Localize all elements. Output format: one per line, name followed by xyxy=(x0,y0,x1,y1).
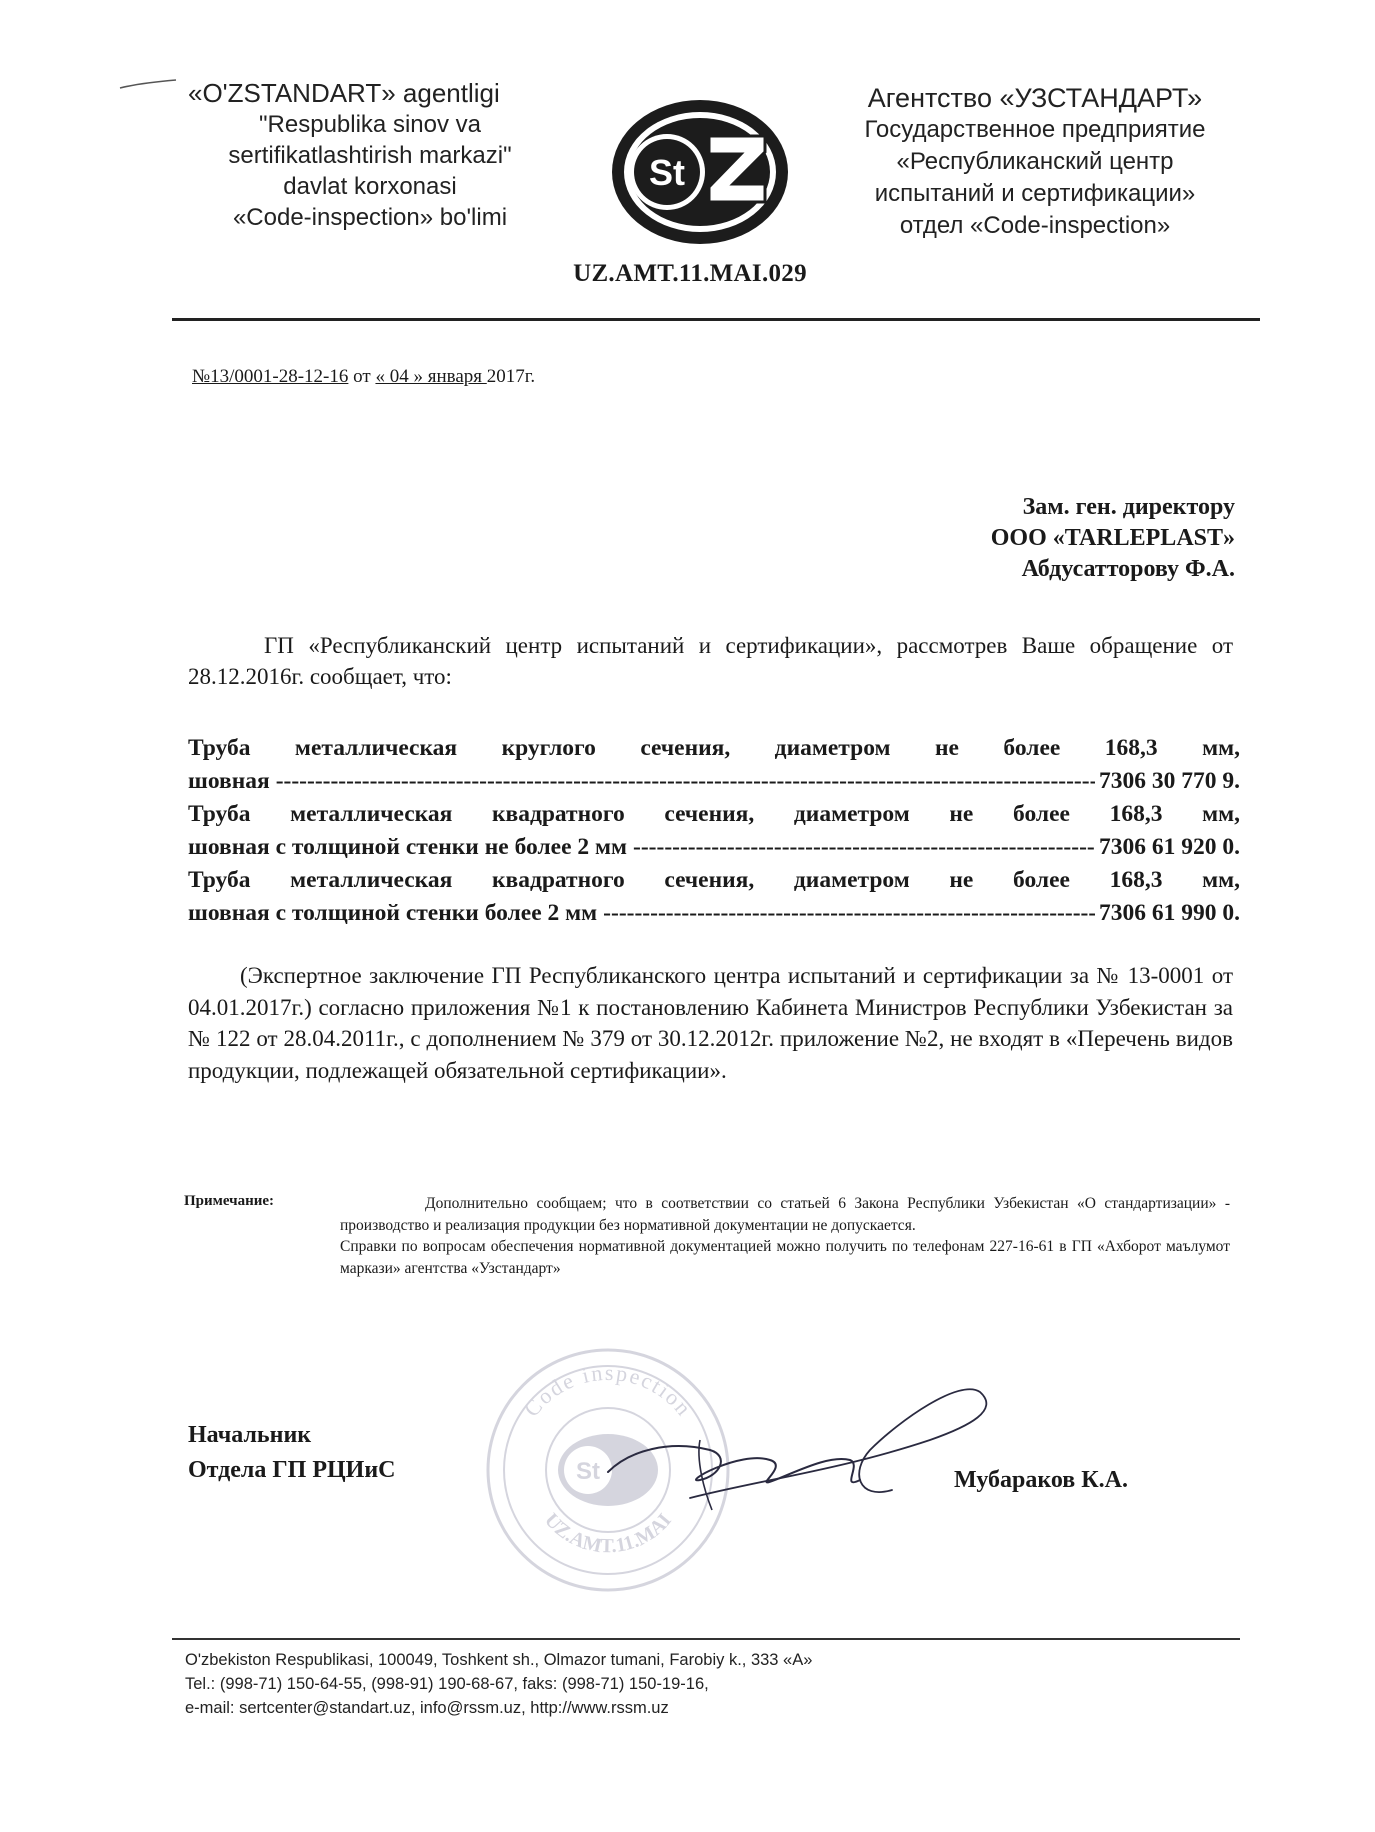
hs-code: 7306 61 920 0. xyxy=(1099,834,1240,860)
letterhead-left xyxy=(150,78,590,233)
logo-text: St xyxy=(649,152,685,193)
note-text: Дополнительно сообщаем; что в соответствии со статьей 6 Закона Республики Узбекистан «О стандартизации» - производство и реализация продукции без нормативной документации не допускается. xyxy=(340,1195,1230,1234)
footer-phones: Tel.: (998-71) 150-64-55, (998-91) 190-68-67, faks: (998-71) 150-19-16, xyxy=(185,1675,709,1693)
reference-date: « 04 » января xyxy=(375,366,487,387)
product-detail: шовная с толщиной стенки более 2 мм xyxy=(188,900,598,926)
letterhead-right-line: отдел «Code-inspection» xyxy=(899,212,1171,239)
letterhead-left-line: «O'ZSTANDART» agentligi xyxy=(188,78,500,108)
uzstandart-logo-icon xyxy=(605,92,795,252)
product-description: Труба металлическая квадратного сечения, диаметром не более 168,3 мм, xyxy=(188,801,1240,827)
signatory-name: Мубараков К.А. xyxy=(954,1467,1128,1493)
reference-from: от xyxy=(348,366,376,387)
note-label: Примечание: xyxy=(184,1193,275,1209)
stamp-code: UZ.AMT.11.MAI xyxy=(540,1509,676,1558)
product-item xyxy=(188,732,1240,798)
footer-contacts xyxy=(185,1648,812,1720)
footer-divider xyxy=(172,1638,1240,1640)
note-body xyxy=(340,1193,1230,1279)
product-line xyxy=(188,831,1240,864)
registration-code: UZ.AMT.11.MAI.029 xyxy=(573,260,807,287)
svg-text:St: St xyxy=(576,1458,600,1485)
product-item xyxy=(188,798,1240,864)
letterhead-left-line: sertifikatlashtirish markazi" xyxy=(228,142,512,169)
product-list xyxy=(188,732,1240,930)
reference-line xyxy=(192,366,535,388)
hs-code: 7306 30 770 9. xyxy=(1099,768,1240,794)
intro-paragraph: ГП «Республиканский центр испытаний и сертификации», рассмотрев Ваше обращение от 28.12.2016г. сообщает, что: xyxy=(188,633,1233,689)
product-item xyxy=(188,864,1240,930)
addressee-company: ООО «TARLEPLAST» xyxy=(990,525,1235,551)
product-line xyxy=(188,765,1240,798)
addressee-block xyxy=(880,492,1235,585)
product-detail: шовная xyxy=(188,768,270,794)
letterhead-right-line: «Республиканский центр xyxy=(896,148,1174,175)
signatory-department: Отдела ГП РЦИиС xyxy=(188,1457,396,1483)
product-description: Труба металлическая круглого сечения, диаметром не более 168,3 мм, xyxy=(188,735,1240,761)
product-detail: шовная с толщиной стенки не более 2 мм xyxy=(188,834,628,860)
note-text: Справки по вопросам обеспечения нормативной документацией можно получить по телефонам 227-16-61 в ГП «Ахборот маълумот маркази» агентства «Узстандарт» xyxy=(340,1238,1230,1277)
conclusion-paragraph: (Экспертное заключение ГП Республиканского центра испытаний и сертификации за № 13-0001 от 04.01.2017г.) согласно приложения №1 к постановлению Кабинета Министров Республики Узбекистан за № 122 от 28.04.2011г., с дополнением № 379 от 30.12.2012г. приложение №2, не входят в «Перечень видов продукции, подлежащей обязательной сертификации». xyxy=(188,963,1233,1083)
letterhead-right-line: Агентство «УЗСТАНДАРТ» xyxy=(867,83,1203,113)
letterhead-right xyxy=(815,82,1255,242)
reference-year: 2017г. xyxy=(486,366,536,387)
product-description: Труба металлическая квадратного сечения, диаметром не более 168,3 мм, xyxy=(188,867,1240,893)
letterhead-right-line: Государственное предприятие xyxy=(864,116,1206,143)
dash-leader xyxy=(603,897,1095,930)
hs-code: 7306 61 990 0. xyxy=(1099,900,1240,926)
header-divider xyxy=(172,318,1260,321)
signatory-position: Начальник xyxy=(188,1422,312,1448)
dash-leader xyxy=(633,831,1095,864)
addressee-name: Абдусатторову Ф.А. xyxy=(1021,556,1235,582)
dash-leader xyxy=(276,765,1095,798)
product-line xyxy=(188,897,1240,930)
letterhead-left-line: davlat korxonasi xyxy=(283,173,457,200)
letterhead-left-line: «Code-inspection» bo'limi xyxy=(232,204,508,231)
addressee-position: Зам. ген. директору xyxy=(1022,494,1235,520)
footer-address: O'zbekiston Respublikasi, 100049, Toshkent sh., Olmazor tumani, Farobiy k., 333 «A» xyxy=(185,1651,813,1669)
reference-number: №13/0001-28-12-16 xyxy=(192,366,349,387)
letterhead-left-line: "Respublika sinov va xyxy=(259,111,481,138)
footer-email: e-mail: sertcenter@standart.uz, info@rssm.uz, http://www.rssm.uz xyxy=(185,1699,669,1717)
handwritten-signature xyxy=(600,1380,1000,1520)
signatory-title xyxy=(188,1418,396,1488)
stamp-text: Code inspection xyxy=(518,1359,698,1422)
letterhead-right-line: испытаний и сертификации» xyxy=(874,180,1196,207)
